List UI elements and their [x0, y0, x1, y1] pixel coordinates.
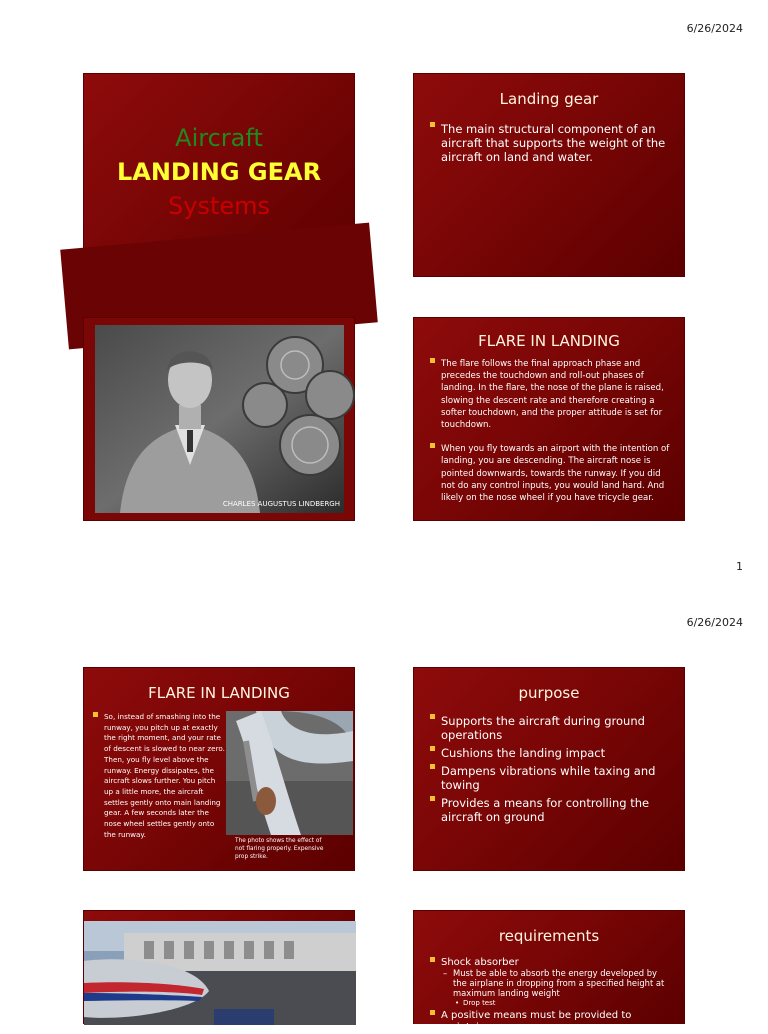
photo-caption: CHARLES AUGUSTUS LINDBERGH — [222, 500, 340, 508]
slide-heading: purpose — [518, 684, 580, 702]
page-number: 1 — [736, 560, 743, 573]
sub-sub-bullet: • Drop test — [455, 999, 496, 1008]
slide-flare-in-landing — [413, 317, 685, 521]
bullet-list — [430, 714, 668, 824]
slide-requirements — [413, 910, 685, 1034]
slide-heading: Landing gear — [499, 90, 599, 108]
bullet-list — [93, 712, 225, 840]
photo-caption: The photo shows the effect of not flaring properly. Expensive prop strike. — [235, 838, 324, 860]
bullet-item: Shock absorber – Must be able to absorb the energy developed by the airplane in dropping from a specified height at maximum landing weight • Drop test — [430, 957, 670, 1008]
bullet-item: The flare follows the final approach phase and precedes the touchdown and roll-out phases of landing. In the flare, the nose of the plane is raised, slowing the descent rate and therefore creating a softer touchdown, and the proper attitude is set for touchdown. — [430, 358, 672, 431]
slide-heading: FLARE IN LANDING — [478, 332, 620, 350]
slide-heading: requirements — [498, 927, 600, 945]
slide-photo-lindbergh — [83, 317, 355, 521]
slide-title — [83, 73, 355, 277]
sub-bullet: – Must be able to absorb the energy developed by the airplane in dropping from a specified height at maximum landing weight — [443, 968, 665, 998]
title-line-aircraft: Aircraft — [175, 124, 263, 152]
lindbergh-photo — [95, 325, 344, 513]
bullet-item: Provides a means for controlling the aircraft on ground — [430, 796, 668, 824]
bullet-list — [430, 957, 670, 1034]
slide-aircraft-photo — [83, 910, 355, 1024]
bullet-item: Dampens vibrations while taxing and towing — [430, 764, 668, 792]
bullet-list — [430, 358, 672, 504]
page-date: 6/26/2024 — [686, 616, 743, 629]
aircraft-ground-photo — [84, 921, 356, 1025]
bullet-item: A positive means must be provided to maintain — [430, 1010, 670, 1034]
bullet-list — [430, 122, 668, 164]
prop-strike-photo — [226, 711, 353, 835]
bullet-item: So, instead of smashing into the runway, you pitch up at exactly the right moment, and your rate of descent is slowed to near zero. Then, you fly level above the runway. Energy dissipates, the aircraft slows further. You pitch up a little more, the aircraft settles gently onto main landing gear. A few seconds later the nose wheel settles gently onto the runway. — [93, 712, 225, 840]
page-date: 6/26/2024 — [686, 22, 743, 35]
slide-landing-gear — [413, 73, 685, 277]
bullet-item: Cushions the landing impact — [430, 746, 668, 760]
slide-flare-in-landing-photo — [83, 667, 355, 871]
title-line-landing-gear: LANDING GEAR — [116, 158, 322, 186]
slide-purpose — [413, 667, 685, 871]
bullet-item: The main structural component of an aircraft that supports the weight of the aircraft on land and water. — [430, 122, 668, 164]
bullet-item: When you fly towards an airport with the intention of landing, you are descending. The aircraft nose is pointed downwards, towards the runway. If you did not do any control inputs, you would land hard. And likely on the nose wheel if you have tricycle gear. — [430, 443, 672, 504]
title-line-systems: Systems — [168, 192, 270, 220]
slide-heading: FLARE IN LANDING — [148, 684, 290, 702]
bullet-item: Supports the aircraft during ground operations — [430, 714, 668, 742]
